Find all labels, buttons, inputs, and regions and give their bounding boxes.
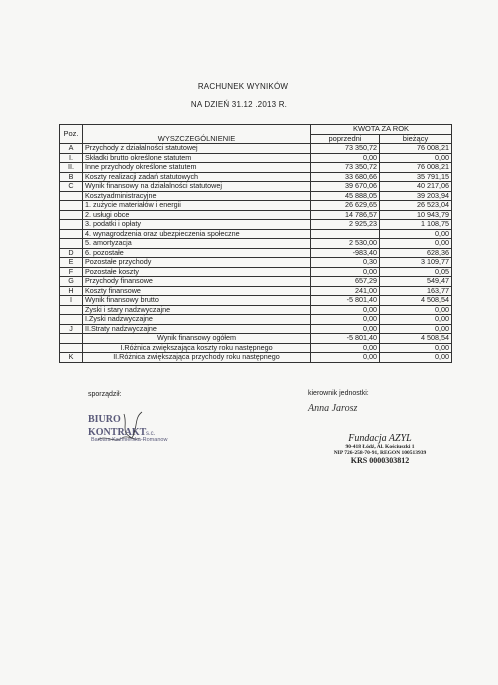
table-row xyxy=(60,163,452,173)
organization-stamp xyxy=(300,433,460,465)
row-desc: Przychody z działalności statutowej xyxy=(83,144,311,154)
row-desc: 6. pozostałe xyxy=(83,248,311,258)
row-desc: Zyski i stary nadzwyczajne xyxy=(83,305,311,315)
row-pos xyxy=(60,334,83,344)
row-prev: -5 801,40 xyxy=(311,296,380,306)
table-row xyxy=(60,305,452,315)
row-pos xyxy=(60,229,83,239)
row-curr: 40 217,06 xyxy=(380,182,452,192)
row-curr: 549,47 xyxy=(380,277,452,287)
row-desc: 3. podatki i opłaty xyxy=(83,220,311,230)
row-curr: 4 508,54 xyxy=(380,296,452,306)
row-prev: 33 680,66 xyxy=(311,172,380,182)
row-desc: Inne przychody określone statutem xyxy=(83,163,311,173)
row-prev: 0,00 xyxy=(311,267,380,277)
table-row xyxy=(60,296,452,306)
row-desc: Pozostałe przychody xyxy=(83,258,311,268)
table-row xyxy=(60,277,452,287)
row-desc: Pozostałe koszty xyxy=(83,267,311,277)
row-desc: Wynik finansowy ogółem xyxy=(83,334,311,344)
row-pos xyxy=(60,343,83,353)
row-pos: C xyxy=(60,182,83,192)
row-curr: 0,00 xyxy=(380,305,452,315)
row-prev: 0,00 xyxy=(311,305,380,315)
table-row xyxy=(60,267,452,277)
row-desc: 2. usługi obce xyxy=(83,210,311,220)
table-row xyxy=(60,286,452,296)
table-row xyxy=(60,144,452,154)
row-curr: 163,77 xyxy=(380,286,452,296)
org-ids: NIP 726-258-70-91, REGON 100513939 xyxy=(333,450,427,456)
row-curr: 0,05 xyxy=(380,267,452,277)
row-curr: 0,00 xyxy=(380,239,452,249)
row-pos xyxy=(60,239,83,249)
row-curr: 10 943,79 xyxy=(380,210,452,220)
row-curr: 0,00 xyxy=(380,315,452,325)
row-desc: I.Zyski nadzwyczajne xyxy=(83,315,311,325)
row-curr: 76 008,21 xyxy=(380,163,452,173)
row-desc: Wynik finansowy na działalności statutowej xyxy=(83,182,311,192)
stamp-logo-top: BIURO xyxy=(88,414,121,425)
row-pos: G xyxy=(60,277,83,287)
row-pos: A xyxy=(60,144,83,154)
table-header-row-1 xyxy=(60,125,452,135)
row-prev: 26 629,65 xyxy=(311,201,380,211)
table-row xyxy=(60,248,452,258)
row-pos: F xyxy=(60,267,83,277)
header-desc: WYSZCZEGÓLNIENIE xyxy=(83,125,311,144)
row-prev: 0,00 xyxy=(311,343,380,353)
row-desc: II.Różnica zwiększająca przychody roku następnego xyxy=(83,353,311,363)
row-desc: Składki brutto określone statutem xyxy=(83,153,311,163)
row-curr: 0,00 xyxy=(380,229,452,239)
header-prev: poprzedni xyxy=(311,134,380,144)
row-curr: 4 508,54 xyxy=(380,334,452,344)
table-row xyxy=(60,191,452,201)
row-curr: 3 109,77 xyxy=(380,258,452,268)
row-curr: 39 203,94 xyxy=(380,191,452,201)
row-prev: 2 925,23 xyxy=(311,220,380,230)
stamp-logo-suffix: s.c. xyxy=(146,431,156,437)
row-pos xyxy=(60,315,83,325)
row-prev: 241,00 xyxy=(311,286,380,296)
row-curr: 0,00 xyxy=(380,343,452,353)
row-pos: I xyxy=(60,296,83,306)
manager-signature: Anna Jarosz xyxy=(308,403,358,414)
table-row xyxy=(60,153,452,163)
row-prev xyxy=(311,229,380,239)
row-pos: H xyxy=(60,286,83,296)
row-prev: 0,00 xyxy=(311,324,380,334)
row-pos: D xyxy=(60,248,83,258)
row-pos xyxy=(60,220,83,230)
row-prev: 45 888,05 xyxy=(311,191,380,201)
document-date: NA DZIEŃ 31.12 .2013 R. xyxy=(190,100,288,109)
table-row xyxy=(60,201,452,211)
row-curr: 628,36 xyxy=(380,248,452,258)
row-desc: Koszty finansowe xyxy=(83,286,311,296)
row-pos: I. xyxy=(60,153,83,163)
row-desc: II.Straty nadzwyczajne xyxy=(83,324,311,334)
row-prev: 0,00 xyxy=(311,153,380,163)
row-prev: 73 350,72 xyxy=(311,163,380,173)
manager-label: kierownik jednostki: xyxy=(308,390,369,397)
row-curr: 0,00 xyxy=(380,353,452,363)
row-prev: 2 530,00 xyxy=(311,239,380,249)
row-desc: Kosztyadministracyjne xyxy=(83,191,311,201)
row-curr: 0,00 xyxy=(380,153,452,163)
table-row xyxy=(60,239,452,249)
row-prev: -5 801,40 xyxy=(311,334,380,344)
row-pos xyxy=(60,191,83,201)
table-row xyxy=(60,220,452,230)
row-desc: Przychody finansowe xyxy=(83,277,311,287)
row-desc: Koszty realizacji zadań statutowych xyxy=(83,172,311,182)
row-desc: I.Różnica zwiększająca koszty roku następnego xyxy=(83,343,311,353)
row-pos: E xyxy=(60,258,83,268)
table-row xyxy=(60,324,452,334)
table-row xyxy=(60,229,452,239)
prepared-by-label: sporządził: xyxy=(88,391,122,398)
row-curr: 76 008,21 xyxy=(380,144,452,154)
row-curr: 1 108,75 xyxy=(380,220,452,230)
table-row xyxy=(60,172,452,182)
table-row xyxy=(60,210,452,220)
row-prev: 0,00 xyxy=(311,315,380,325)
row-prev: 39 670,06 xyxy=(311,182,380,192)
row-curr: 35 791,15 xyxy=(380,172,452,182)
row-desc: 1. zużycie materiałów i energii xyxy=(83,201,311,211)
header-amount-group: KWOTA ZA ROK xyxy=(311,125,452,135)
row-pos xyxy=(60,201,83,211)
row-pos xyxy=(60,305,83,315)
row-prev: 14 786,57 xyxy=(311,210,380,220)
row-prev: -983,40 xyxy=(311,248,380,258)
table-row xyxy=(60,182,452,192)
table-row xyxy=(60,343,452,353)
row-prev: 73 350,72 xyxy=(311,144,380,154)
table-row xyxy=(60,353,452,363)
row-curr: 26 523,04 xyxy=(380,201,452,211)
org-krs: KRS 0000303812 xyxy=(350,456,410,465)
row-prev: 0,30 xyxy=(311,258,380,268)
header-pos: Poz. xyxy=(60,125,83,144)
org-name: Fundacja AZYL xyxy=(348,433,412,444)
table-row xyxy=(60,315,452,325)
row-pos xyxy=(60,210,83,220)
row-pos: II. xyxy=(60,163,83,173)
row-prev: 657,29 xyxy=(311,277,380,287)
income-statement-table xyxy=(59,124,452,363)
row-desc: Wynik finansowy brutto xyxy=(83,296,311,306)
row-prev: 0,00 xyxy=(311,353,380,363)
row-pos: J xyxy=(60,324,83,334)
document-title: RACHUNEK WYNIKÓW xyxy=(197,82,289,91)
row-desc: 5. amortyzacja xyxy=(83,239,311,249)
org-address: 90-418 Łódź, Al. Kościuszki 1 xyxy=(345,444,415,450)
row-curr: 0,00 xyxy=(380,324,452,334)
stamp-logo-bottom: KONTRAKT xyxy=(88,427,147,438)
header-curr: bieżący xyxy=(380,134,452,144)
row-pos: K xyxy=(60,353,83,363)
row-desc: 4. wynagrodzenia oraz ubezpieczenia społeczne xyxy=(83,229,311,239)
table-row xyxy=(60,258,452,268)
row-pos: B xyxy=(60,172,83,182)
table-row xyxy=(60,334,452,344)
stamp-person: Barbara Kaźmierska-Romanow xyxy=(91,437,168,443)
